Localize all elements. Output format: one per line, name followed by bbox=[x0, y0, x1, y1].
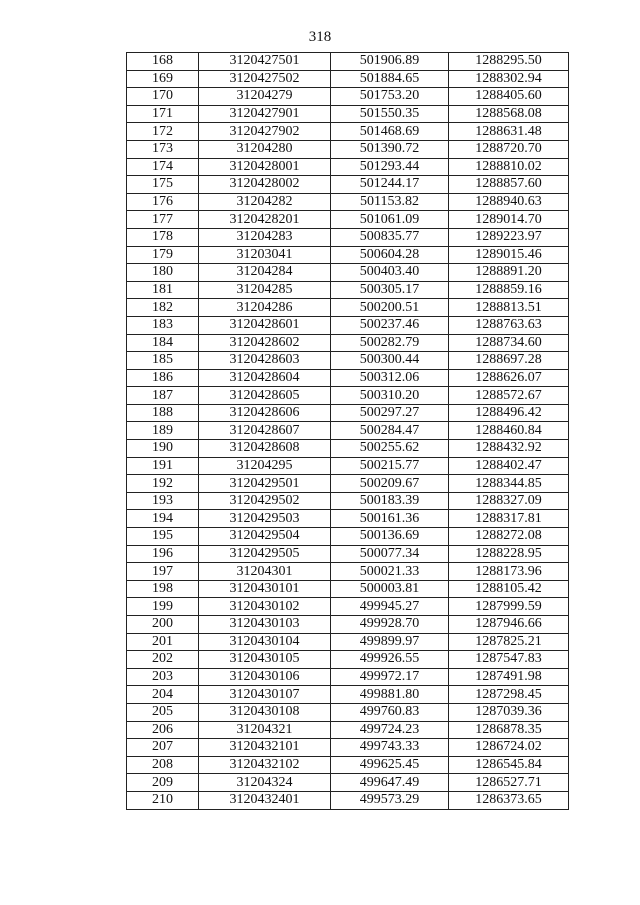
x-coordinate-cell: 500237.46 bbox=[331, 316, 449, 334]
point-id-cell: 3120428001 bbox=[199, 158, 331, 176]
table-row bbox=[127, 598, 569, 616]
y-coordinate-cell: 1286373.65 bbox=[449, 791, 569, 809]
y-coordinate-cell: 1288940.63 bbox=[449, 193, 569, 211]
x-coordinate-cell: 501244.17 bbox=[331, 176, 449, 194]
row-index-cell: 191 bbox=[127, 457, 199, 475]
point-id-cell: 3120428602 bbox=[199, 334, 331, 352]
table-row bbox=[127, 105, 569, 123]
table-row bbox=[127, 774, 569, 792]
y-coordinate-cell: 1288405.60 bbox=[449, 88, 569, 106]
table-row bbox=[127, 299, 569, 317]
table-row bbox=[127, 668, 569, 686]
x-coordinate-cell: 501884.65 bbox=[331, 70, 449, 88]
x-coordinate-cell: 499881.80 bbox=[331, 686, 449, 704]
table-row bbox=[127, 528, 569, 546]
table-row bbox=[127, 369, 569, 387]
table-row bbox=[127, 123, 569, 141]
y-coordinate-cell: 1288432.92 bbox=[449, 440, 569, 458]
x-coordinate-cell: 500136.69 bbox=[331, 528, 449, 546]
table-row bbox=[127, 510, 569, 528]
row-index-cell: 171 bbox=[127, 105, 199, 123]
row-index-cell: 181 bbox=[127, 281, 199, 299]
y-coordinate-cell: 1288891.20 bbox=[449, 264, 569, 282]
table-row bbox=[127, 228, 569, 246]
row-index-cell: 196 bbox=[127, 545, 199, 563]
row-index-cell: 182 bbox=[127, 299, 199, 317]
row-index-cell: 183 bbox=[127, 316, 199, 334]
row-index-cell: 192 bbox=[127, 475, 199, 493]
coordinate-table bbox=[126, 52, 569, 810]
point-id-cell: 31203041 bbox=[199, 246, 331, 264]
y-coordinate-cell: 1287825.21 bbox=[449, 633, 569, 651]
row-index-cell: 180 bbox=[127, 264, 199, 282]
x-coordinate-cell: 499926.55 bbox=[331, 651, 449, 669]
row-index-cell: 176 bbox=[127, 193, 199, 211]
y-coordinate-cell: 1286878.35 bbox=[449, 721, 569, 739]
table-row bbox=[127, 140, 569, 158]
table-row bbox=[127, 70, 569, 88]
table-row bbox=[127, 739, 569, 757]
x-coordinate-cell: 499743.33 bbox=[331, 739, 449, 757]
row-index-cell: 184 bbox=[127, 334, 199, 352]
point-id-cell: 31204301 bbox=[199, 563, 331, 581]
point-id-cell: 31204282 bbox=[199, 193, 331, 211]
row-index-cell: 187 bbox=[127, 387, 199, 405]
x-coordinate-cell: 499573.29 bbox=[331, 791, 449, 809]
table-row bbox=[127, 703, 569, 721]
x-coordinate-cell: 501906.89 bbox=[331, 53, 449, 71]
point-id-cell: 3120428603 bbox=[199, 352, 331, 370]
x-coordinate-cell: 499647.49 bbox=[331, 774, 449, 792]
y-coordinate-cell: 1288496.42 bbox=[449, 404, 569, 422]
y-coordinate-cell: 1288272.08 bbox=[449, 528, 569, 546]
point-id-cell: 3120430106 bbox=[199, 668, 331, 686]
y-coordinate-cell: 1288859.16 bbox=[449, 281, 569, 299]
y-coordinate-cell: 1286724.02 bbox=[449, 739, 569, 757]
table-row bbox=[127, 440, 569, 458]
table-row bbox=[127, 387, 569, 405]
x-coordinate-cell: 501753.20 bbox=[331, 88, 449, 106]
x-coordinate-cell: 500077.34 bbox=[331, 545, 449, 563]
table-row bbox=[127, 158, 569, 176]
point-id-cell: 3120428201 bbox=[199, 211, 331, 229]
table-row bbox=[127, 246, 569, 264]
x-coordinate-cell: 499972.17 bbox=[331, 668, 449, 686]
y-coordinate-cell: 1289015.46 bbox=[449, 246, 569, 264]
y-coordinate-cell: 1287547.83 bbox=[449, 651, 569, 669]
row-index-cell: 204 bbox=[127, 686, 199, 704]
point-id-cell: 31204284 bbox=[199, 264, 331, 282]
y-coordinate-cell: 1286527.71 bbox=[449, 774, 569, 792]
table-row bbox=[127, 651, 569, 669]
y-coordinate-cell: 1289223.97 bbox=[449, 228, 569, 246]
y-coordinate-cell: 1287298.45 bbox=[449, 686, 569, 704]
x-coordinate-cell: 500255.62 bbox=[331, 440, 449, 458]
y-coordinate-cell: 1286545.84 bbox=[449, 756, 569, 774]
point-id-cell: 3120428605 bbox=[199, 387, 331, 405]
row-index-cell: 175 bbox=[127, 176, 199, 194]
y-coordinate-cell: 1288344.85 bbox=[449, 475, 569, 493]
x-coordinate-cell: 500305.17 bbox=[331, 281, 449, 299]
y-coordinate-cell: 1288327.09 bbox=[449, 492, 569, 510]
row-index-cell: 179 bbox=[127, 246, 199, 264]
row-index-cell: 203 bbox=[127, 668, 199, 686]
row-index-cell: 205 bbox=[127, 703, 199, 721]
row-index-cell: 178 bbox=[127, 228, 199, 246]
x-coordinate-cell: 501550.35 bbox=[331, 105, 449, 123]
row-index-cell: 194 bbox=[127, 510, 199, 528]
y-coordinate-cell: 1289014.70 bbox=[449, 211, 569, 229]
point-id-cell: 3120428607 bbox=[199, 422, 331, 440]
row-index-cell: 168 bbox=[127, 53, 199, 71]
point-id-cell: 3120428604 bbox=[199, 369, 331, 387]
table-row bbox=[127, 580, 569, 598]
row-index-cell: 174 bbox=[127, 158, 199, 176]
table-row bbox=[127, 616, 569, 634]
y-coordinate-cell: 1287946.66 bbox=[449, 616, 569, 634]
table-row bbox=[127, 492, 569, 510]
table-row bbox=[127, 176, 569, 194]
point-id-cell: 3120430103 bbox=[199, 616, 331, 634]
point-id-cell: 3120432101 bbox=[199, 739, 331, 757]
x-coordinate-cell: 500021.33 bbox=[331, 563, 449, 581]
row-index-cell: 173 bbox=[127, 140, 199, 158]
y-coordinate-cell: 1288317.81 bbox=[449, 510, 569, 528]
table-row bbox=[127, 457, 569, 475]
row-index-cell: 209 bbox=[127, 774, 199, 792]
point-id-cell: 3120429502 bbox=[199, 492, 331, 510]
x-coordinate-cell: 500215.77 bbox=[331, 457, 449, 475]
point-id-cell: 3120430108 bbox=[199, 703, 331, 721]
point-id-cell: 3120430102 bbox=[199, 598, 331, 616]
point-id-cell: 3120429501 bbox=[199, 475, 331, 493]
y-coordinate-cell: 1288857.60 bbox=[449, 176, 569, 194]
y-coordinate-cell: 1287039.36 bbox=[449, 703, 569, 721]
point-id-cell: 3120429503 bbox=[199, 510, 331, 528]
x-coordinate-cell: 500403.40 bbox=[331, 264, 449, 282]
point-id-cell: 3120432401 bbox=[199, 791, 331, 809]
table-row bbox=[127, 53, 569, 71]
x-coordinate-cell: 501468.69 bbox=[331, 123, 449, 141]
x-coordinate-cell: 500604.28 bbox=[331, 246, 449, 264]
y-coordinate-cell: 1287491.98 bbox=[449, 668, 569, 686]
table-row bbox=[127, 193, 569, 211]
row-index-cell: 207 bbox=[127, 739, 199, 757]
x-coordinate-cell: 499724.23 bbox=[331, 721, 449, 739]
point-id-cell: 3120432102 bbox=[199, 756, 331, 774]
point-id-cell: 3120428002 bbox=[199, 176, 331, 194]
y-coordinate-cell: 1288720.70 bbox=[449, 140, 569, 158]
row-index-cell: 172 bbox=[127, 123, 199, 141]
y-coordinate-cell: 1287999.59 bbox=[449, 598, 569, 616]
row-index-cell: 206 bbox=[127, 721, 199, 739]
table-row bbox=[127, 352, 569, 370]
point-id-cell: 31204286 bbox=[199, 299, 331, 317]
point-id-cell: 31204279 bbox=[199, 88, 331, 106]
row-index-cell: 186 bbox=[127, 369, 199, 387]
x-coordinate-cell: 500003.81 bbox=[331, 580, 449, 598]
row-index-cell: 202 bbox=[127, 651, 199, 669]
y-coordinate-cell: 1288295.50 bbox=[449, 53, 569, 71]
x-coordinate-cell: 499928.70 bbox=[331, 616, 449, 634]
x-coordinate-cell: 500300.44 bbox=[331, 352, 449, 370]
x-coordinate-cell: 501390.72 bbox=[331, 140, 449, 158]
point-id-cell: 3120428608 bbox=[199, 440, 331, 458]
point-id-cell: 3120427901 bbox=[199, 105, 331, 123]
row-index-cell: 170 bbox=[127, 88, 199, 106]
y-coordinate-cell: 1288626.07 bbox=[449, 369, 569, 387]
table-row bbox=[127, 563, 569, 581]
point-id-cell: 3120429504 bbox=[199, 528, 331, 546]
x-coordinate-cell: 500310.20 bbox=[331, 387, 449, 405]
x-coordinate-cell: 500835.77 bbox=[331, 228, 449, 246]
point-id-cell: 3120430101 bbox=[199, 580, 331, 598]
row-index-cell: 190 bbox=[127, 440, 199, 458]
x-coordinate-cell: 499899.97 bbox=[331, 633, 449, 651]
point-id-cell: 3120428601 bbox=[199, 316, 331, 334]
point-id-cell: 31204324 bbox=[199, 774, 331, 792]
x-coordinate-cell: 500209.67 bbox=[331, 475, 449, 493]
x-coordinate-cell: 500284.47 bbox=[331, 422, 449, 440]
row-index-cell: 185 bbox=[127, 352, 199, 370]
point-id-cell: 31204321 bbox=[199, 721, 331, 739]
row-index-cell: 201 bbox=[127, 633, 199, 651]
x-coordinate-cell: 500161.36 bbox=[331, 510, 449, 528]
y-coordinate-cell: 1288105.42 bbox=[449, 580, 569, 598]
row-index-cell: 188 bbox=[127, 404, 199, 422]
table-row bbox=[127, 633, 569, 651]
table-row bbox=[127, 686, 569, 704]
table-row bbox=[127, 545, 569, 563]
table-row bbox=[127, 475, 569, 493]
x-coordinate-cell: 501153.82 bbox=[331, 193, 449, 211]
table-row bbox=[127, 404, 569, 422]
x-coordinate-cell: 501293.44 bbox=[331, 158, 449, 176]
row-index-cell: 193 bbox=[127, 492, 199, 510]
row-index-cell: 200 bbox=[127, 616, 199, 634]
x-coordinate-cell: 499625.45 bbox=[331, 756, 449, 774]
page-number: 318 bbox=[308, 29, 332, 45]
point-id-cell: 3120427902 bbox=[199, 123, 331, 141]
point-id-cell: 3120430104 bbox=[199, 633, 331, 651]
table-row bbox=[127, 756, 569, 774]
x-coordinate-cell: 500200.51 bbox=[331, 299, 449, 317]
x-coordinate-cell: 500297.27 bbox=[331, 404, 449, 422]
point-id-cell: 3120430107 bbox=[199, 686, 331, 704]
table-row bbox=[127, 721, 569, 739]
row-index-cell: 197 bbox=[127, 563, 199, 581]
table-row bbox=[127, 334, 569, 352]
point-id-cell: 31204295 bbox=[199, 457, 331, 475]
table-body bbox=[127, 53, 569, 810]
row-index-cell: 199 bbox=[127, 598, 199, 616]
y-coordinate-cell: 1288302.94 bbox=[449, 70, 569, 88]
table-row bbox=[127, 281, 569, 299]
table-row bbox=[127, 264, 569, 282]
x-coordinate-cell: 499760.83 bbox=[331, 703, 449, 721]
point-id-cell: 3120430105 bbox=[199, 651, 331, 669]
row-index-cell: 198 bbox=[127, 580, 199, 598]
point-id-cell: 3120429505 bbox=[199, 545, 331, 563]
y-coordinate-cell: 1288813.51 bbox=[449, 299, 569, 317]
x-coordinate-cell: 500183.39 bbox=[331, 492, 449, 510]
y-coordinate-cell: 1288568.08 bbox=[449, 105, 569, 123]
y-coordinate-cell: 1288734.60 bbox=[449, 334, 569, 352]
y-coordinate-cell: 1288173.96 bbox=[449, 563, 569, 581]
table-row bbox=[127, 422, 569, 440]
y-coordinate-cell: 1288763.63 bbox=[449, 316, 569, 334]
point-id-cell: 3120427502 bbox=[199, 70, 331, 88]
y-coordinate-cell: 1288402.47 bbox=[449, 457, 569, 475]
x-coordinate-cell: 500282.79 bbox=[331, 334, 449, 352]
x-coordinate-cell: 501061.09 bbox=[331, 211, 449, 229]
y-coordinate-cell: 1288810.02 bbox=[449, 158, 569, 176]
row-index-cell: 210 bbox=[127, 791, 199, 809]
x-coordinate-cell: 500312.06 bbox=[331, 369, 449, 387]
row-index-cell: 208 bbox=[127, 756, 199, 774]
y-coordinate-cell: 1288697.28 bbox=[449, 352, 569, 370]
table-row bbox=[127, 316, 569, 334]
table-row bbox=[127, 211, 569, 229]
table-row bbox=[127, 791, 569, 809]
row-index-cell: 189 bbox=[127, 422, 199, 440]
y-coordinate-cell: 1288631.48 bbox=[449, 123, 569, 141]
row-index-cell: 169 bbox=[127, 70, 199, 88]
y-coordinate-cell: 1288228.95 bbox=[449, 545, 569, 563]
point-id-cell: 31204285 bbox=[199, 281, 331, 299]
point-id-cell: 31204280 bbox=[199, 140, 331, 158]
point-id-cell: 3120428606 bbox=[199, 404, 331, 422]
x-coordinate-cell: 499945.27 bbox=[331, 598, 449, 616]
table-row bbox=[127, 88, 569, 106]
point-id-cell: 3120427501 bbox=[199, 53, 331, 71]
row-index-cell: 177 bbox=[127, 211, 199, 229]
row-index-cell: 195 bbox=[127, 528, 199, 546]
point-id-cell: 31204283 bbox=[199, 228, 331, 246]
y-coordinate-cell: 1288460.84 bbox=[449, 422, 569, 440]
y-coordinate-cell: 1288572.67 bbox=[449, 387, 569, 405]
